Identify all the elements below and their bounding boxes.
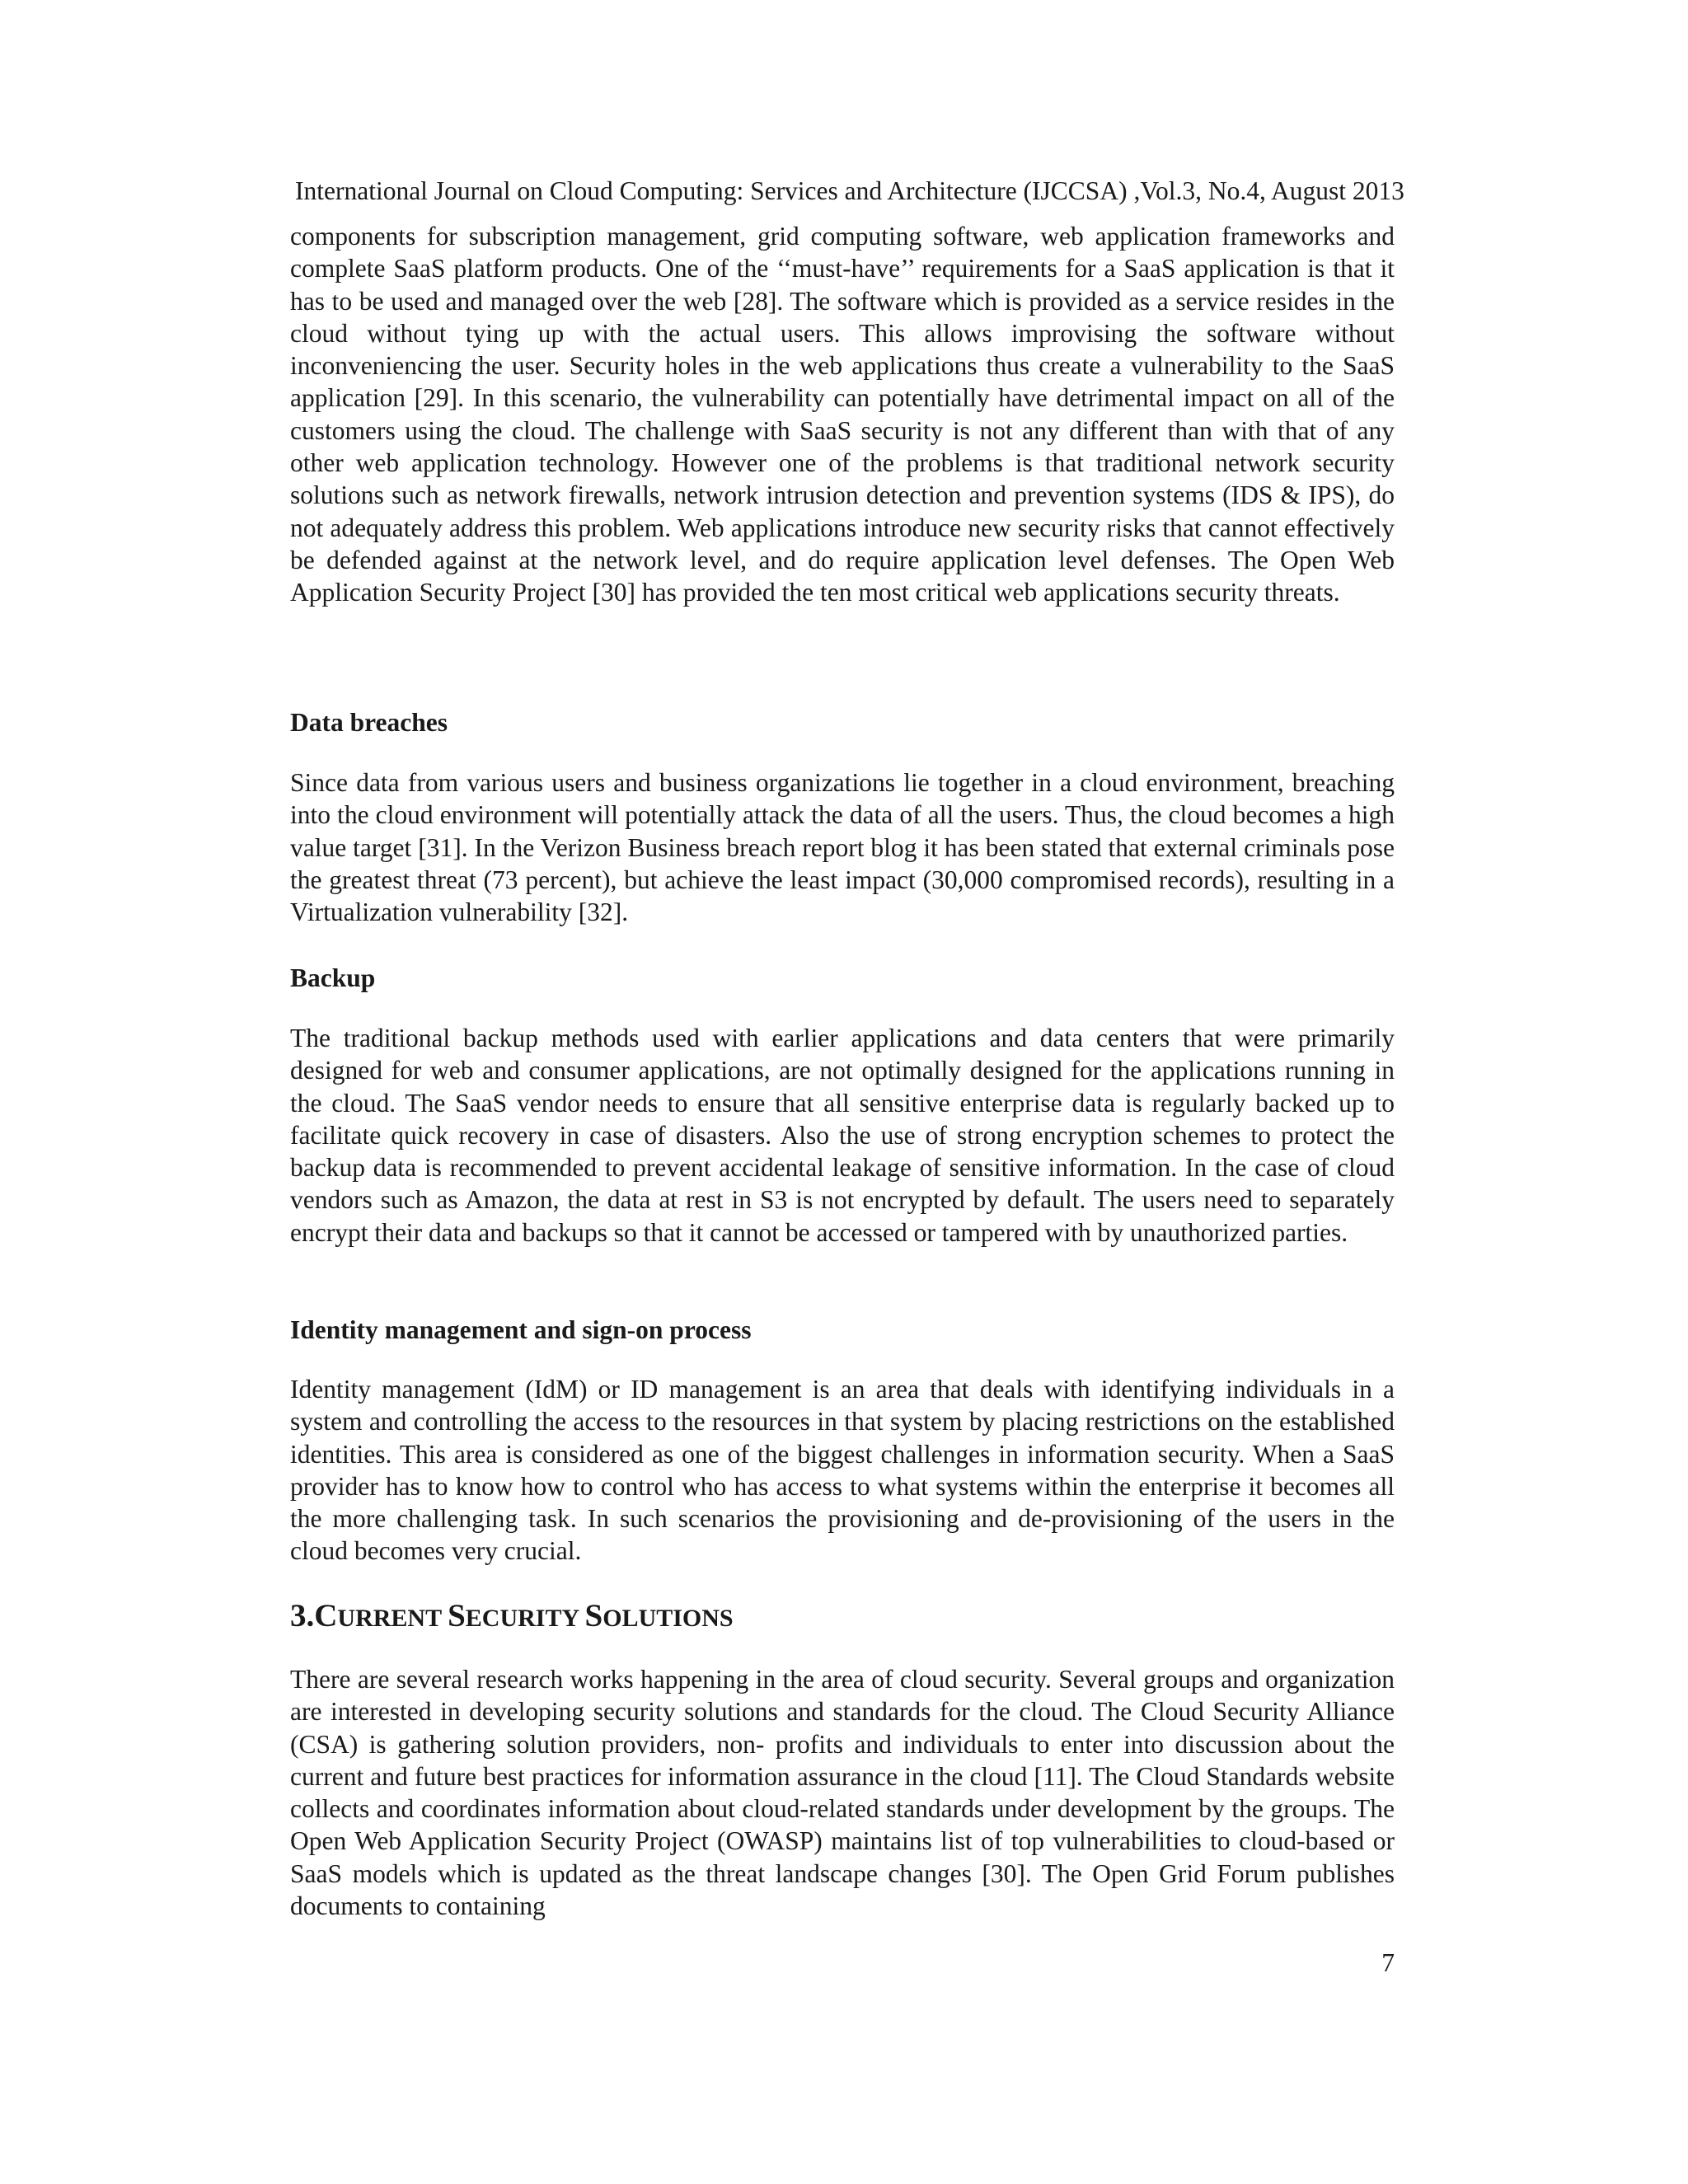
section-title-initial: S: [584, 1598, 603, 1633]
page-number: 7: [1381, 1948, 1395, 1977]
heading-backup: Backup: [290, 963, 376, 992]
section-title-part: OLUTIONS: [603, 1605, 734, 1632]
section-title-part: URRENT: [337, 1605, 448, 1632]
section-number: 3.C: [290, 1598, 338, 1633]
paragraph-data-breaches: Since data from various users and business organizations lie together in a cloud environment, breaching into the cloud environment will potentially attack the data of all the users. Thus, the cloud becomes a high value target [31]. In the Verizon Business breach report blog it has been stated that external criminals pose the greatest threat (73 percent), but achieve the least impact (30,000 compromised records), resulting in a Virtualization vulnerability [32].: [290, 768, 1395, 927]
section-heading-current-security-solutions: [290, 1596, 734, 1638]
paragraph-backup: The traditional backup methods used with earlier applications and data centers that were primarily designed for web and consumer applications, are not optimally designed for the applications running in the cloud. The SaaS vendor needs to ensure that all sensitive enterprise data is regularly backed up to facilitate quick recovery in case of disasters. Also the use of strong encryption schemes to protect the backup data is recommended to prevent accidental leakage of sensitive information. In the case of cloud vendors such as Amazon, the data at rest in S3 is not encrypted by default. The users need to separately encrypt their data and backups so that it cannot be accessed or tampered with by unauthorized parties.: [290, 1024, 1395, 1247]
paragraph-identity-management: Identity management (IdM) or ID management is an area that deals with identifying individuals in a system and controlling the access to the resources in that system by placing restrictions on the established identities. This area is considered as one of the biggest challenges in information security. When a SaaS provider has to know how to control who has access to what systems within the enterprise it becomes all the more challenging task. In such scenarios the provisioning and de-provisioning of the users in the cloud becomes very crucial.: [290, 1375, 1395, 1566]
section-title-initial: S: [448, 1598, 466, 1633]
paragraph-saas-security: components for subscription management, grid computing software, web application frameworks and complete SaaS platform products. One of the ‘‘must-have’’ requirements for a SaaS application is that it has to be used and managed over the web [28]. The software which is provided as a service resides in the cloud without tying up with the actual users. This allows improvising the software without inconveniencing the user. Security holes in the web applications thus create a vulnerability to the SaaS application [29]. In this scenario, the vulnerability can potentially have detrimental impact on all of the customers using the cloud. The challenge with SaaS security is not any different than with that of any other web application technology. However one of the problems is that traditional network security solutions such as network firewalls, network intrusion detection and prevention systems (IDS & IPS), do not adequately address this problem. Web applications introduce new security risks that cannot effectively be defended against at the network level, and do require application level defenses. The Open Web Application Security Project [30] has provided the ten most critical web applications security threats.: [290, 222, 1395, 607]
heading-data-breaches: Data breaches: [290, 708, 448, 737]
running-header: International Journal on Cloud Computing: Services and Architecture (IJCCSA) ,Vol.3, No.4, August 2013: [295, 176, 1404, 205]
heading-identity-management: Identity management and sign-on process: [290, 1315, 752, 1344]
section-title-part: ECURITY: [465, 1605, 585, 1632]
paragraph-current-solutions: There are several research works happening in the area of cloud security. Several groups and organization are interested in developing security solutions and standards for the cloud. The Cloud Security Alliance (CSA) is gathering solution providers, non- profits and individuals to enter into discussion about the current and future best practices for information assurance in the cloud [11]. The Cloud Standards website collects and coordinates information about cloud-related standards under development by the groups. The Open Web Application Security Project (OWASP) maintains list of top vulnerabilities to cloud-based or SaaS models which is updated as the threat landscape changes [30]. The Open Grid Forum publishes documents to containing: [290, 1665, 1395, 1921]
